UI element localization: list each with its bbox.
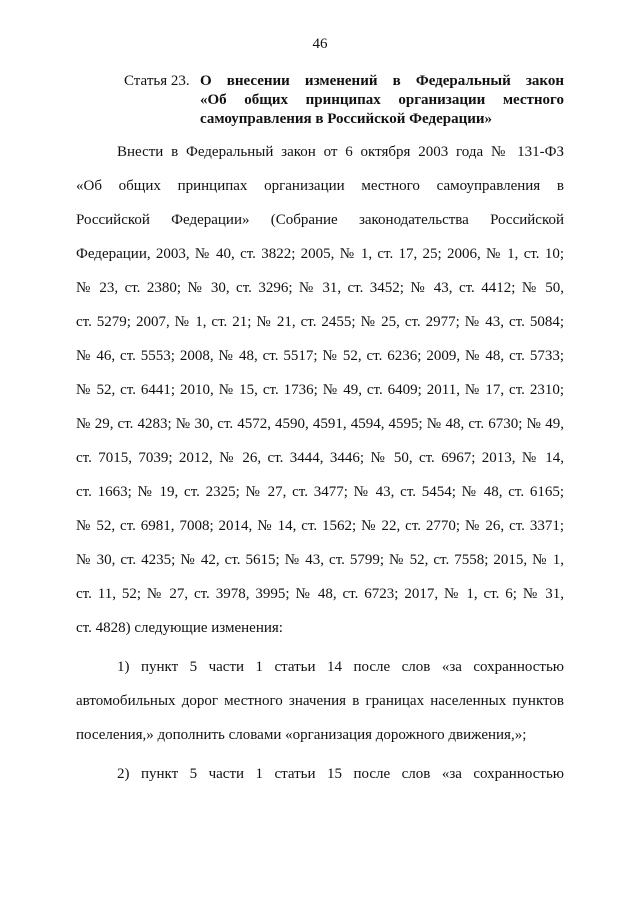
- body-line: Внести в Федеральный закон от 6 октября 2003 года № 131-ФЗ: [117, 144, 564, 160]
- article-heading: [124, 72, 564, 129]
- body-line: № 46, ст. 5553; 2008, № 48, ст. 5517; № 52, ст. 6236; 2009, № 48, ст. 5733;: [76, 348, 564, 364]
- article-title-line: О внесении изменений в Федеральный закон: [200, 73, 564, 89]
- list-item-line: 2) пункт 5 части 1 статьи 15 после слов «за сохранностью: [117, 766, 564, 782]
- body-line: Российской Федерации» (Собрание законодательства Российской: [76, 212, 564, 228]
- body-line: № 23, ст. 2380; № 30, ст. 3296; № 31, ст. 3452; № 43, ст. 4412; № 50,: [76, 280, 564, 296]
- body-line: ст. 11, 52; № 27, ст. 3978, 3995; № 48, ст. 6723; 2017, № 1, ст. 6; № 31,: [76, 586, 564, 602]
- body-line: Федерации, 2003, № 40, ст. 3822; 2005, № 1, ст. 17, 25; 2006, № 1, ст. 10;: [76, 246, 564, 262]
- body-line: № 52, ст. 6981, 7008; 2014, № 14, ст. 1562; № 22, ст. 2770; № 26, ст. 3371;: [76, 518, 564, 534]
- page-number: 46: [312, 36, 328, 52]
- body-line: ст. 1663; № 19, ст. 2325; № 27, ст. 3477; № 43, ст. 5454; № 48, ст. 6165;: [76, 484, 564, 500]
- body-line: № 29, ст. 4283; № 30, ст. 4572, 4590, 4591, 4594, 4595; № 48, ст. 6730; № 49,: [76, 416, 564, 432]
- article-title: [200, 72, 564, 129]
- body-line: ст. 7015, 7039; 2012, № 26, ст. 3444, 3446; № 50, ст. 6967; 2013, № 14,: [76, 450, 564, 466]
- list-item-line: поселения,» дополнить словами «организация дорожного движения,»;: [76, 727, 527, 743]
- list-item-line: автомобильных дорог местного значения в границах населенных пунктов: [76, 693, 564, 709]
- article-title-line: «Об общих принципах организации местного: [200, 92, 564, 108]
- article-title-line: самоуправления в Российской Федерации»: [200, 111, 492, 127]
- list-item-line: 1) пункт 5 части 1 статьи 14 после слов «за сохранностью: [117, 659, 564, 675]
- body-line: ст. 5279; 2007, № 1, ст. 21; № 21, ст. 2455; № 25, ст. 2977; № 43, ст. 5084;: [76, 314, 564, 330]
- article-label: Статья 23.: [124, 73, 190, 89]
- body-line: № 30, ст. 4235; № 42, ст. 5615; № 43, ст. 5799; № 52, ст. 7558; 2015, № 1,: [76, 552, 564, 568]
- body-line: ст. 4828) следующие изменения:: [76, 620, 283, 636]
- body-line: № 52, ст. 6441; 2010, № 15, ст. 1736; № 49, ст. 6409; 2011, № 17, ст. 2310;: [76, 382, 564, 398]
- body-line: «Об общих принципах организации местного самоуправления в: [76, 178, 564, 194]
